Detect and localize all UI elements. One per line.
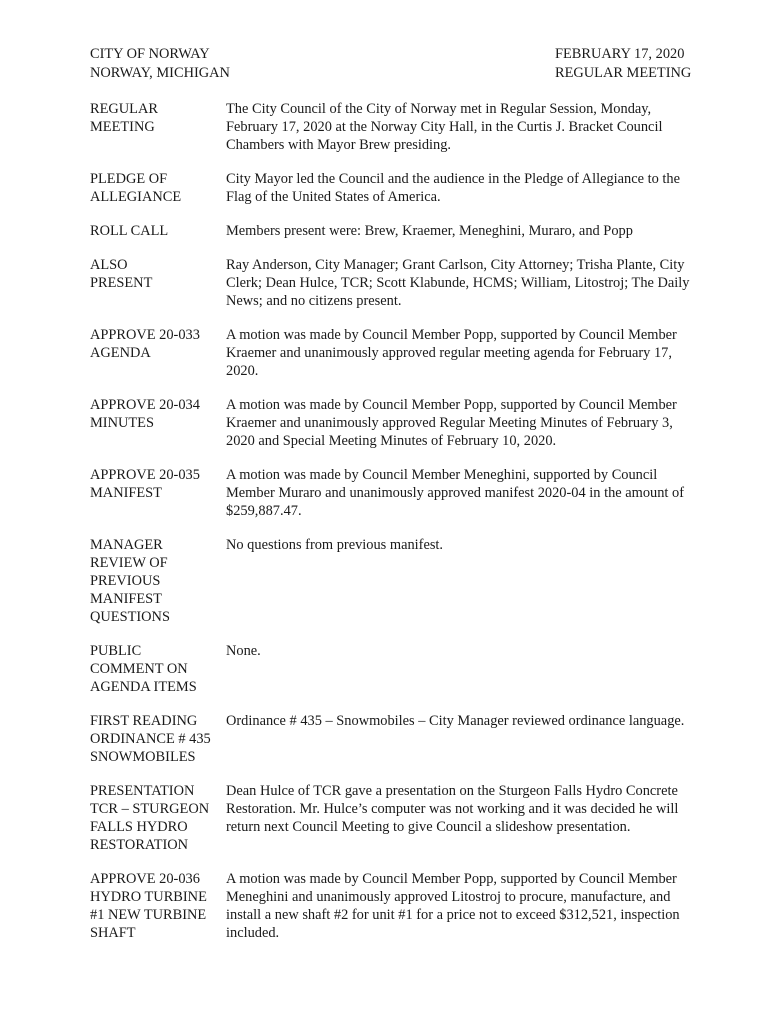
section-label-line: PREVIOUS: [90, 573, 161, 589]
section-label-line: TCR – STURGEON: [90, 801, 210, 817]
document-header: [90, 45, 715, 83]
section-label-line: REGULAR: [90, 101, 158, 117]
minutes-section: [90, 326, 715, 380]
section-body-line: A motion was made by Council Member Meneghini, supported by Council: [226, 467, 658, 483]
section-label-line: MANAGER: [90, 537, 163, 553]
section-label-line: QUESTIONS: [90, 609, 170, 625]
section-body-line: Kraemer and unanimously approved regular meeting agenda for February 17,: [226, 345, 672, 361]
section-body-line: Restoration. Mr. Hulce’s computer was not working and it was decided he will: [226, 801, 679, 817]
section-body: [226, 326, 715, 380]
minutes-sections: [90, 100, 715, 942]
section-label-line: SHAFT: [90, 925, 136, 941]
section-label-line: PRESENTATION: [90, 783, 195, 799]
section-body-line: News; and no citizens present.: [226, 293, 402, 309]
section-label: [90, 870, 226, 942]
section-label-line: RESTORATION: [90, 837, 189, 853]
section-body-line: Ray Anderson, City Manager; Grant Carlson, City Attorney; Trisha Plante, City: [226, 257, 685, 273]
section-label-line: FALLS HYDRO: [90, 819, 188, 835]
section-label-line: #1 NEW TURBINE: [90, 907, 207, 923]
minutes-section: [90, 536, 715, 626]
section-label-line: APPROVE 20-033: [90, 327, 200, 343]
section-body-line: Meneghini and unanimously approved Litostroj to procure, manufacture, and: [226, 889, 671, 905]
section-body-line: Ordinance # 435 – Snowmobiles – City Manager reviewed ordinance language.: [226, 713, 685, 729]
header-right: [555, 45, 715, 83]
section-label: [90, 782, 226, 854]
section-label-line: ALLEGIANCE: [90, 189, 182, 205]
section-body-line: $259,887.47.: [226, 503, 302, 519]
section-label-line: APPROVE 20-034: [90, 397, 200, 413]
section-label: [90, 396, 226, 450]
section-label: [90, 536, 226, 626]
minutes-section: [90, 642, 715, 696]
section-body-line: A motion was made by Council Member Popp, supported by Council Member: [226, 871, 677, 887]
section-label-line: HYDRO TURBINE: [90, 889, 207, 905]
section-label-line: SNOWMOBILES: [90, 749, 196, 765]
minutes-section: [90, 256, 715, 310]
meeting-type: REGULAR MEETING: [555, 65, 692, 81]
section-body-line: A motion was made by Council Member Popp, supported by Council Member: [226, 327, 677, 343]
section-body-line: Chambers with Mayor Brew presiding.: [226, 137, 452, 153]
section-body-line: Kraemer and unanimously approved Regular Meeting Minutes of February 3,: [226, 415, 673, 431]
section-body-line: The City Council of the City of Norway met in Regular Session, Monday,: [226, 101, 652, 117]
section-body-line: 2020 and Special Meeting Minutes of February 10, 2020.: [226, 433, 557, 449]
section-label: [90, 256, 226, 310]
section-body: [226, 100, 715, 154]
section-body: [226, 870, 715, 942]
section-body-line: return next Council Meeting to give Council a slideshow presentation.: [226, 819, 631, 835]
minutes-section: [90, 712, 715, 766]
section-body-line: February 17, 2020 at the Norway City Hall, in the Curtis J. Bracket Council: [226, 119, 663, 135]
meeting-date: FEBRUARY 17, 2020: [555, 46, 685, 62]
section-label-line: AGENDA ITEMS: [90, 679, 197, 695]
section-body-line: City Mayor led the Council and the audience in the Pledge of Allegiance to the: [226, 171, 680, 187]
section-body: [226, 222, 715, 240]
section-label-line: MINUTES: [90, 415, 154, 431]
section-label-line: PRESENT: [90, 275, 153, 291]
section-body-line: None.: [226, 643, 261, 659]
section-body: [226, 712, 715, 766]
section-label: [90, 326, 226, 380]
section-label: [90, 100, 226, 154]
section-body-line: A motion was made by Council Member Popp, supported by Council Member: [226, 397, 677, 413]
section-body: [226, 536, 715, 626]
header-left: [90, 45, 230, 83]
section-label: [90, 466, 226, 520]
section-body-line: No questions from previous manifest.: [226, 537, 444, 553]
minutes-section: [90, 466, 715, 520]
section-label-line: APPROVE 20-036: [90, 871, 200, 887]
section-label-line: FIRST READING: [90, 713, 198, 729]
minutes-section: [90, 782, 715, 854]
minutes-section: [90, 100, 715, 154]
section-body-line: included.: [226, 925, 280, 941]
section-label-line: ROLL CALL: [90, 223, 169, 239]
section-label-line: ORDINANCE # 435: [90, 731, 211, 747]
section-body: [226, 256, 715, 310]
section-label-line: AGENDA: [90, 345, 151, 361]
section-label-line: APPROVE 20-035: [90, 467, 200, 483]
section-label-line: PUBLIC: [90, 643, 142, 659]
minutes-section: [90, 396, 715, 450]
section-label: [90, 712, 226, 766]
section-label-line: ALSO: [90, 257, 128, 273]
section-body: [226, 642, 715, 696]
section-label: [90, 222, 226, 240]
minutes-section: [90, 222, 715, 240]
section-body-line: Clerk; Dean Hulce, TCR; Scott Klabunde, HCMS; William, Litostroj; The Daily: [226, 275, 690, 291]
minutes-section: [90, 870, 715, 942]
section-label: [90, 642, 226, 696]
city-name: CITY OF NORWAY: [90, 46, 210, 62]
section-label-line: MEETING: [90, 119, 155, 135]
city-location: NORWAY, MICHIGAN: [90, 65, 230, 81]
section-body-line: Members present were: Brew, Kraemer, Meneghini, Muraro, and Popp: [226, 223, 633, 239]
minutes-section: [90, 170, 715, 206]
section-body: [226, 396, 715, 450]
section-label-line: MANIFEST: [90, 485, 162, 501]
section-body-line: install a new shaft #2 for unit #1 for a price not to exceed $312,521, inspection: [226, 907, 680, 923]
section-body: [226, 170, 715, 206]
minutes-page: [90, 45, 715, 958]
section-label: [90, 170, 226, 206]
section-label-line: PLEDGE OF: [90, 171, 168, 187]
section-label-line: MANIFEST: [90, 591, 162, 607]
section-body-line: 2020.: [226, 363, 259, 379]
section-body-line: Flag of the United States of America.: [226, 189, 441, 205]
section-body: [226, 466, 715, 520]
section-label-line: COMMENT ON: [90, 661, 188, 677]
section-body-line: Member Muraro and unanimously approved manifest 2020-04 in the amount of: [226, 485, 684, 501]
section-body-line: Dean Hulce of TCR gave a presentation on the Sturgeon Falls Hydro Concrete: [226, 783, 678, 799]
section-label-line: REVIEW OF: [90, 555, 168, 571]
section-body: [226, 782, 715, 854]
